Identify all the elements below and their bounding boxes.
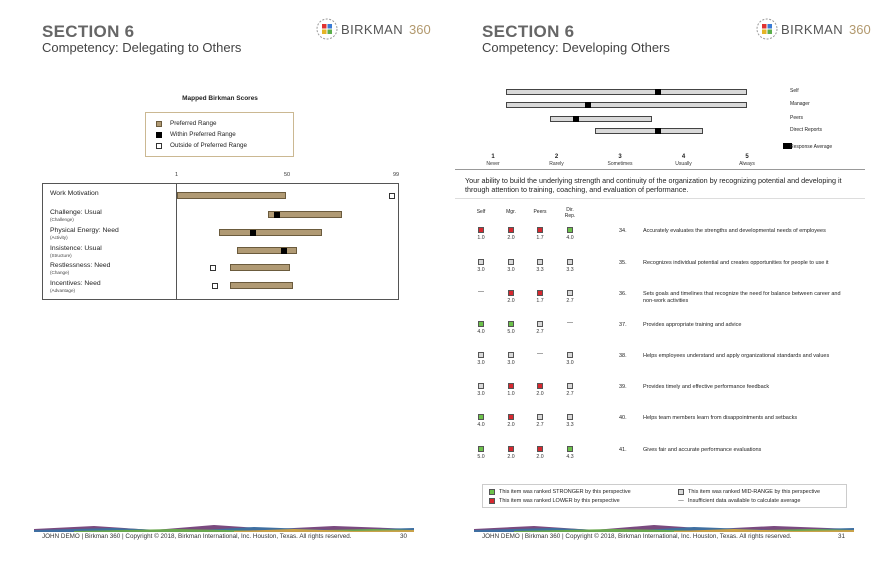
item-number: 41.: [619, 447, 627, 453]
item-number: 39.: [619, 384, 627, 390]
scale-label: Usually: [675, 161, 692, 167]
page-number: 30: [400, 533, 408, 540]
key-lower: This item was ranked LOWER by this perspective: [489, 498, 620, 504]
rank-square-gray: [537, 321, 543, 327]
rating-value: 4.0: [566, 235, 574, 241]
item-text: Gives fair and accurate performance evaluations: [643, 447, 762, 453]
preferred-range-bar: [219, 229, 321, 236]
score-marker-within: [274, 212, 280, 218]
score-row-label: Incentives: Need (Advantage): [50, 280, 101, 293]
rank-square-red: [537, 227, 543, 233]
rank-square-gray: [537, 259, 543, 265]
rating-value: 2.7: [566, 298, 574, 304]
rating-value: 2.0: [536, 454, 544, 460]
rating-value: 4.3: [566, 454, 574, 460]
score-row-label: Insistence: Usual (Structure): [50, 245, 102, 258]
insufficient-data-dash: —: [537, 351, 543, 357]
preferred-range-bar: [230, 282, 292, 289]
rating-value: 2.7: [536, 329, 544, 335]
rank-square-red: [508, 290, 514, 296]
description-rule-top: [455, 169, 865, 170]
preferred-range-bar: [230, 264, 290, 271]
description-rule-bottom: [455, 198, 865, 199]
rating-value: 5.0: [507, 329, 515, 335]
competency-title: Competency: Delegating to Others: [42, 40, 242, 55]
key-insufficient: — Insufficient data available to calculate average: [678, 498, 801, 504]
rating-value: 1.0: [507, 391, 515, 397]
item-number: 38.: [619, 353, 627, 359]
score-row-sublabel: (Challenge): [50, 216, 74, 222]
scale-label: Rarely: [549, 161, 564, 167]
rank-square-red: [537, 446, 543, 452]
page-number: 31: [838, 533, 846, 540]
scale-number: 2: [554, 154, 559, 160]
item-number: 37.: [619, 322, 627, 328]
rank-square-red: [478, 227, 484, 233]
rank-square-red: [508, 414, 514, 420]
rank-square-red: [508, 383, 514, 389]
scale-number: 5: [745, 154, 749, 160]
item-text: Accurately evaluates the strengths and developmental needs of employees: [643, 228, 826, 234]
rating-value: 3.0: [477, 391, 485, 397]
score-row-label: Physical Energy: Need (Activity): [50, 227, 119, 240]
footer-text: JOHN DEMO | Birkman 360 | Copyright © 2018, Birkman International, Inc. Houston, Texas. All rights reserved.: [42, 533, 352, 540]
item-text: Helps employees understand and apply organizational standards and values: [643, 353, 830, 359]
rating-value: 3.3: [566, 267, 574, 273]
rating-value: 3.0: [566, 360, 574, 366]
rating-value: 2.7: [536, 422, 544, 428]
score-marker-within: [250, 230, 256, 236]
footer-text: JOHN DEMO | Birkman 360 | Copyright © 2018, Birkman International, Inc. Houston, Texas. All rights reserved.: [482, 533, 792, 540]
range-bar-self: [506, 89, 747, 95]
birkman-logo: BIRKMAN 360: [756, 18, 871, 40]
series-label: Manager: [790, 101, 810, 107]
score-row-label: Restlessness: Need (Change): [50, 262, 111, 275]
key-mid-range: This item was ranked MID-RANGE by this perspective: [678, 489, 820, 495]
item-number: 36.: [619, 291, 627, 297]
rating-value: 5.0: [477, 454, 485, 460]
score-row-label: Challenge: Usual (Challenge): [50, 209, 102, 222]
rank-square-green: [478, 446, 484, 452]
legend-within-range: Within Preferred Range: [156, 131, 236, 138]
rank-square-green: [478, 414, 484, 420]
score-row-sublabel: (Activity): [50, 234, 68, 240]
rank-square-gray: [508, 259, 514, 265]
rating-value: 2.0: [507, 298, 515, 304]
column-header: Dir. Rep.: [564, 207, 576, 219]
score-marker-outside: [210, 265, 216, 271]
response-average-marker: [585, 102, 591, 108]
rank-square-green: [567, 227, 573, 233]
ranking-key: [482, 484, 847, 508]
item-text: Recognizes individual potential and creates opportunities for people to use it: [643, 260, 829, 266]
mapped-scores-title: Mapped Birkman Scores: [182, 95, 258, 102]
rank-square-red: [508, 446, 514, 452]
response-average-legend-label: Response Average: [790, 144, 833, 150]
rating-value: 3.0: [507, 267, 515, 273]
rank-square-green: [567, 446, 573, 452]
response-average-marker: [573, 116, 579, 122]
rating-value: 2.0: [507, 235, 515, 241]
preferred-range-bar: [177, 192, 286, 199]
scale-label: Sometimes: [607, 161, 633, 167]
legend-preferred-range: Preferred Range: [156, 120, 217, 127]
scale-label: Never: [486, 161, 500, 167]
series-label: Peers: [790, 115, 804, 121]
rank-square-gray: [567, 259, 573, 265]
legend-outside-range: Outside of Preferred Range: [156, 142, 247, 149]
series-label: Self: [790, 88, 799, 94]
rank-square-green: [508, 321, 514, 327]
range-bar-manager: [506, 102, 747, 108]
chart-divider: [176, 183, 177, 300]
rank-square-gray: [537, 414, 543, 420]
rating-value: 2.0: [507, 454, 515, 460]
item-text: Provides timely and effective performance feedback: [643, 384, 770, 390]
range-bar-peers: [550, 116, 652, 122]
competency-title: Competency: Developing Others: [482, 40, 670, 55]
key-stronger: This item was ranked STRONGER by this perspective: [489, 489, 631, 495]
rating-value: 1.7: [536, 235, 544, 241]
rank-square-gray: [478, 383, 484, 389]
insufficient-data-dash: —: [478, 289, 484, 295]
rating-value: 2.0: [536, 391, 544, 397]
scale-number: 4: [681, 154, 686, 160]
section-title: SECTION 6: [42, 22, 135, 41]
score-marker-outside: [389, 193, 395, 199]
rating-value: 3.0: [477, 267, 485, 273]
rank-square-gray: [478, 259, 484, 265]
rating-value: 2.0: [507, 422, 515, 428]
score-row-sublabel: (Advantage): [50, 287, 76, 293]
response-average-marker: [655, 128, 661, 134]
scores-legend: [145, 112, 294, 157]
rating-value: 3.3: [536, 267, 544, 273]
scale-tick-99: 99: [393, 172, 400, 178]
rank-square-red: [537, 290, 543, 296]
scale-label: Always: [739, 161, 755, 167]
column-header: Peers: [533, 209, 547, 215]
rating-value: 2.7: [566, 391, 574, 397]
rating-value: 1.7: [536, 298, 544, 304]
column-header: Mgr.: [506, 209, 516, 215]
rank-square-gray: [567, 383, 573, 389]
rank-square-gray: [508, 352, 514, 358]
birkman-logo-icon: [756, 18, 778, 40]
competency-description: Your ability to build the underlying strength and continuity of the organization by recognizing potential and developing it through attention to training, coaching, and evaluation of performance.: [465, 176, 842, 195]
decorative-strip-graphic: [474, 524, 854, 532]
score-row-sublabel: (Structure): [50, 252, 72, 258]
preferred-range-bar: [237, 247, 297, 254]
rank-square-gray: [478, 352, 484, 358]
rating-value: 3.0: [507, 360, 515, 366]
scale-tick-1: 1: [175, 172, 179, 178]
item-text: Provides appropriate training and advice: [643, 322, 742, 328]
score-marker-outside: [212, 283, 218, 289]
rank-square-gray: [567, 290, 573, 296]
birkman-logo-icon: [316, 18, 338, 40]
item-text: Helps team members learn from disappointments and setbacks: [643, 415, 798, 421]
rating-value: 3.0: [477, 360, 485, 366]
decorative-strip-graphic: [34, 524, 414, 532]
scale-number: 1: [491, 154, 495, 160]
rating-value: 4.0: [477, 422, 485, 428]
insufficient-data-dash: —: [567, 320, 573, 326]
score-row-sublabel: (Change): [50, 269, 70, 275]
rank-square-red: [508, 227, 514, 233]
page-31: [440, 0, 880, 565]
section-title: SECTION 6: [482, 22, 575, 41]
scale-number: 3: [618, 154, 622, 160]
birkman-logo: BIRKMAN 360: [316, 18, 431, 40]
rank-square-gray: [567, 414, 573, 420]
score-row-label: Work Motivation: [50, 190, 99, 197]
item-text: Sets goals and timelines that recognize the need for balance between career and non-work activities: [643, 291, 841, 304]
rank-square-red: [537, 383, 543, 389]
rating-value: 1.0: [477, 235, 485, 241]
score-marker-within: [281, 248, 287, 254]
item-number: 35.: [619, 260, 627, 266]
series-label: Direct Reports: [790, 127, 822, 133]
rank-square-green: [478, 321, 484, 327]
item-number: 34.: [619, 228, 627, 234]
range-bar-direct-reports: [595, 128, 703, 134]
rating-value: 4.0: [477, 329, 485, 335]
scale-tick-50: 50: [284, 172, 291, 178]
column-header: Self: [476, 209, 486, 215]
rating-value: 3.3: [566, 422, 574, 428]
rank-square-gray: [567, 352, 573, 358]
response-average-marker: [655, 89, 661, 95]
item-number: 40.: [619, 415, 627, 421]
